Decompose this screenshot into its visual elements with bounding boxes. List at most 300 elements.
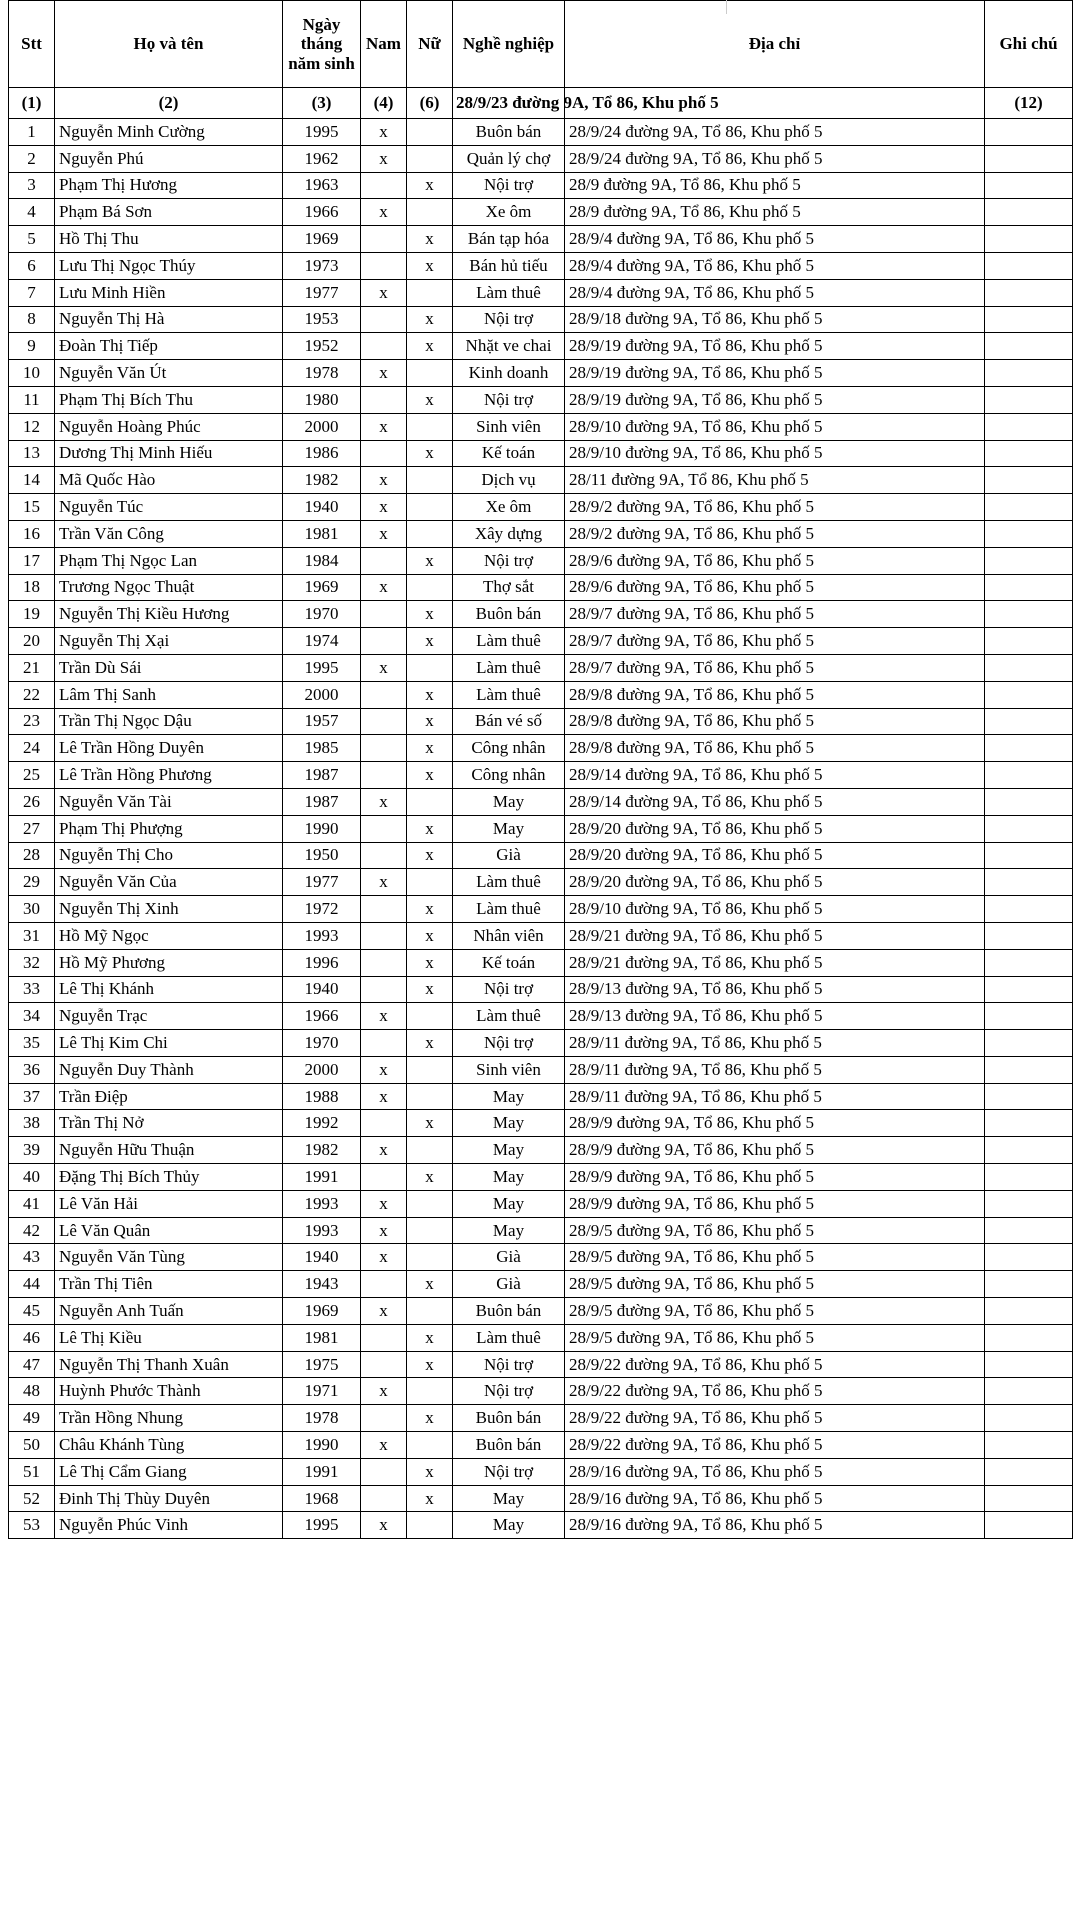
cell-stt: 20 [9, 628, 55, 655]
cell-job: Làm thuê [453, 628, 565, 655]
cell-stt: 45 [9, 1298, 55, 1325]
cell-job: Buôn bán [453, 1298, 565, 1325]
cell-dob: 2000 [283, 681, 361, 708]
cell-name: Hồ Mỹ Ngọc [55, 922, 283, 949]
cell-job: Làm thuê [453, 279, 565, 306]
cell-name: Trần Hồng Nhung [55, 1405, 283, 1432]
cell-name: Nguyễn Thị Cho [55, 842, 283, 869]
cell-stt: 37 [9, 1083, 55, 1110]
cell-stt: 41 [9, 1190, 55, 1217]
cell-dob: 1940 [283, 494, 361, 521]
cell-note [985, 628, 1073, 655]
cell-address [565, 735, 985, 762]
address-text: 28/9/24 đường 9A, Tổ 86, Khu phố 5 [569, 148, 823, 168]
cell-female [407, 494, 453, 521]
cell-name: Hồ Thị Thu [55, 226, 283, 253]
cell-note [985, 1056, 1073, 1083]
cell-address [565, 1298, 985, 1325]
address-text: 28/9/7 đường 9A, Tổ 86, Khu phố 5 [569, 604, 815, 624]
header-dob: Ngày tháng năm sinh [283, 1, 361, 88]
address-text: 28/9/22 đường 9A, Tổ 86, Khu phố 5 [569, 1434, 823, 1454]
cell-note [985, 1432, 1073, 1459]
cell-dob: 1987 [283, 762, 361, 789]
cell-dob: 1988 [283, 1083, 361, 1110]
cell-male [361, 226, 407, 253]
cell-name: Dương Thị Minh Hiếu [55, 440, 283, 467]
cell-address [565, 360, 985, 387]
cell-name: Nguyễn Văn Tài [55, 788, 283, 815]
cell-male: x [361, 413, 407, 440]
cell-dob: 1969 [283, 1298, 361, 1325]
cell-address [565, 762, 985, 789]
cell-male [361, 386, 407, 413]
cell-stt: 17 [9, 547, 55, 574]
cell-female [407, 360, 453, 387]
cell-male: x [361, 1244, 407, 1271]
address-text: 28/9/8 đường 9A, Tổ 86, Khu phố 5 [569, 738, 815, 758]
cell-female: x [407, 842, 453, 869]
cell-address [565, 628, 985, 655]
cell-female: x [407, 601, 453, 628]
cell-stt: 40 [9, 1164, 55, 1191]
cell-address [565, 869, 985, 896]
address-text: 28/9/14 đường 9A, Tổ 86, Khu phố 5 [569, 791, 823, 811]
table-row [9, 494, 1073, 521]
cell-female: x [407, 1030, 453, 1057]
table-row [9, 333, 1073, 360]
cell-female [407, 145, 453, 172]
cell-address [565, 1244, 985, 1271]
cell-name: Lê Thị Kim Chi [55, 1030, 283, 1057]
table-row [9, 386, 1073, 413]
address-text: 28/9/10 đường 9A, Tổ 86, Khu phố 5 [569, 899, 823, 918]
cell-address [565, 1378, 985, 1405]
cell-address [565, 413, 985, 440]
cell-job: Nội trợ [453, 172, 565, 199]
cell-address [565, 1083, 985, 1110]
cell-male: x [361, 1378, 407, 1405]
table-row [9, 1003, 1073, 1030]
cell-job: Xe ôm [453, 494, 565, 521]
cell-name: Hồ Mỹ Phương [55, 949, 283, 976]
cell-male [361, 976, 407, 1003]
cell-note [985, 145, 1073, 172]
cell-note [985, 1351, 1073, 1378]
cell-address [565, 226, 985, 253]
cell-female: x [407, 1271, 453, 1298]
address-text: 28/9/2 đường 9A, Tổ 86, Khu phố 5 [569, 497, 815, 517]
cell-note [985, 976, 1073, 1003]
cell-job: Bán tạp hóa [453, 226, 565, 253]
cell-job: Già [453, 842, 565, 869]
cell-female [407, 788, 453, 815]
cell-job: Nội trợ [453, 976, 565, 1003]
table-row [9, 1324, 1073, 1351]
cell-note [985, 681, 1073, 708]
address-text: 28/9/23 đường 9A, Tổ 86, Khu phố 5 [456, 93, 719, 112]
header-male: Nam [361, 1, 407, 88]
cell-job: May [453, 1083, 565, 1110]
cell-stt: 13 [9, 440, 55, 467]
cell-note [985, 547, 1073, 574]
cell-stt: 35 [9, 1030, 55, 1057]
cell-female [407, 1137, 453, 1164]
address-text: 28/9/20 đường 9A, Tổ 86, Khu phố 5 [569, 872, 823, 892]
cell-stt: 3 [9, 172, 55, 199]
cell-address [565, 1190, 985, 1217]
cell-dob: 1984 [283, 547, 361, 574]
cell-address [565, 681, 985, 708]
cell-male [361, 1485, 407, 1512]
cell-note [985, 1512, 1073, 1539]
table-row [9, 654, 1073, 681]
cell-stt: 16 [9, 520, 55, 547]
table-row [9, 1378, 1073, 1405]
cell-job: Nội trợ [453, 1351, 565, 1378]
cell-note [985, 896, 1073, 923]
cell-stt: 18 [9, 574, 55, 601]
cell-note [985, 1164, 1073, 1191]
cell-dob: 1995 [283, 654, 361, 681]
address-text: 28/9/5 đường 9A, Tổ 86, Khu phố 5 [569, 1220, 815, 1240]
cell-address [565, 949, 985, 976]
cell-address [565, 922, 985, 949]
cell-male [361, 922, 407, 949]
cell-dob: 1995 [283, 119, 361, 146]
cell-stt: 34 [9, 1003, 55, 1030]
cell-male: x [361, 1432, 407, 1459]
table-row [9, 628, 1073, 655]
cell-job: Làm thuê [453, 681, 565, 708]
cell-job: Làm thuê [453, 654, 565, 681]
cell-address [565, 1405, 985, 1432]
cell-name: Nguyễn Văn Tùng [55, 1244, 283, 1271]
cell-note [985, 1003, 1073, 1030]
address-text: 28/9/10 đường 9A, Tổ 86, Khu phố 5 [569, 443, 823, 463]
cell-male [361, 306, 407, 333]
cell-male [361, 547, 407, 574]
cell-dob: 1995 [283, 1512, 361, 1539]
cell-address [565, 119, 985, 146]
cell-female: x [407, 547, 453, 574]
address-text: 28/9/13 đường 9A, Tổ 86, Khu phố 5 [569, 1006, 823, 1026]
table-row [9, 788, 1073, 815]
cell-dob: 1970 [283, 601, 361, 628]
cell-female [407, 574, 453, 601]
cell-stt: 28 [9, 842, 55, 869]
table-row [9, 547, 1073, 574]
address-text: 28/9/11 đường 9A, Tổ 86, Khu phố 5 [569, 1059, 822, 1079]
cell-male [361, 1351, 407, 1378]
cell-female: x [407, 1405, 453, 1432]
cell-job: Dịch vụ [453, 467, 565, 494]
colnum-name: (2) [55, 88, 283, 119]
cell-address [565, 1271, 985, 1298]
cell-dob: 1996 [283, 949, 361, 976]
address-text: 28/9/8 đường 9A, Tổ 86, Khu phố 5 [569, 711, 815, 731]
cell-female: x [407, 1458, 453, 1485]
cell-male [361, 681, 407, 708]
cell-address [565, 601, 985, 628]
cell-name: Lưu Thị Ngọc Thúy [55, 252, 283, 279]
cell-female: x [407, 762, 453, 789]
cell-address [565, 1512, 985, 1539]
address-text: 28/9/13 đường 9A, Tổ 86, Khu phố 5 [569, 979, 823, 999]
cell-female: x [407, 333, 453, 360]
cell-male: x [361, 1298, 407, 1325]
cell-note [985, 842, 1073, 869]
cell-address [565, 976, 985, 1003]
cell-address [565, 1137, 985, 1164]
cell-name: Huỳnh Phước Thành [55, 1378, 283, 1405]
table-row [9, 842, 1073, 869]
header-female: Nữ [407, 1, 453, 88]
cell-male: x [361, 1083, 407, 1110]
cell-job: Nhặt ve chai [453, 333, 565, 360]
table-row [9, 1083, 1073, 1110]
cell-dob: 1963 [283, 172, 361, 199]
cell-female: x [407, 172, 453, 199]
table-row [9, 1164, 1073, 1191]
cell-male: x [361, 1190, 407, 1217]
cell-female: x [407, 1485, 453, 1512]
cell-job: May [453, 1485, 565, 1512]
cell-address [565, 654, 985, 681]
cell-job: Buôn bán [453, 1405, 565, 1432]
cell-address [565, 708, 985, 735]
cell-job: Công nhân [453, 762, 565, 789]
cell-dob: 1993 [283, 922, 361, 949]
cell-female: x [407, 681, 453, 708]
cell-name: Phạm Thị Hương [55, 172, 283, 199]
table-header [9, 1, 1073, 88]
cell-job: Nội trợ [453, 1458, 565, 1485]
cell-male: x [361, 467, 407, 494]
cell-note [985, 869, 1073, 896]
cell-female [407, 199, 453, 226]
address-text: 28/9/6 đường 9A, Tổ 86, Khu phố 5 [569, 550, 815, 570]
cell-dob: 1975 [283, 1351, 361, 1378]
cell-dob: 1952 [283, 333, 361, 360]
cell-female [407, 1432, 453, 1459]
table-row [9, 1137, 1073, 1164]
address-text: 28/11 đường 9A, Tổ 86, Khu phố 5 [569, 470, 809, 490]
cell-stt: 11 [9, 386, 55, 413]
cell-male: x [361, 360, 407, 387]
cell-job: Bán vé số [453, 708, 565, 735]
address-text: 28/9 đường 9A, Tổ 86, Khu phố 5 [569, 202, 801, 222]
cell-job: May [453, 815, 565, 842]
address-text: 28/9/21 đường 9A, Tổ 86, Khu phố 5 [569, 925, 823, 945]
address-text: 28/9/4 đường 9A, Tổ 86, Khu phố 5 [569, 282, 815, 302]
colnum-stt: (1) [9, 88, 55, 119]
cell-male [361, 628, 407, 655]
cell-name: Trần Thị Ngọc Dậu [55, 708, 283, 735]
cell-job: May [453, 1217, 565, 1244]
cell-stt: 10 [9, 360, 55, 387]
cell-name: Nguyễn Thị Xại [55, 628, 283, 655]
cell-stt: 49 [9, 1405, 55, 1432]
cell-male: x [361, 1217, 407, 1244]
cell-stt: 5 [9, 226, 55, 253]
table-row [9, 681, 1073, 708]
cell-stt: 25 [9, 762, 55, 789]
cell-name: Lê Thị Kiều [55, 1324, 283, 1351]
cell-male: x [361, 199, 407, 226]
cell-female: x [407, 815, 453, 842]
cell-dob: 1977 [283, 869, 361, 896]
colnum-male: (4) [361, 88, 407, 119]
cell-name: Nguyễn Phú [55, 145, 283, 172]
cell-dob: 1957 [283, 708, 361, 735]
cell-stt: 46 [9, 1324, 55, 1351]
cell-stt: 2 [9, 145, 55, 172]
cell-address [565, 199, 985, 226]
cell-male [361, 735, 407, 762]
table-row [9, 145, 1073, 172]
cell-female [407, 1056, 453, 1083]
cell-address [565, 333, 985, 360]
cell-dob: 1940 [283, 1244, 361, 1271]
address-text: 28/9/7 đường 9A, Tổ 86, Khu phố 5 [569, 657, 815, 677]
cell-male [361, 896, 407, 923]
cell-male [361, 762, 407, 789]
cell-stt: 6 [9, 252, 55, 279]
cell-male [361, 1324, 407, 1351]
cell-job: May [453, 1164, 565, 1191]
cell-stt: 1 [9, 119, 55, 146]
cell-male: x [361, 145, 407, 172]
cell-name: Lê Thị Khánh [55, 976, 283, 1003]
cell-male: x [361, 1137, 407, 1164]
cell-note [985, 1137, 1073, 1164]
cell-name: Lâm Thị Sanh [55, 681, 283, 708]
cell-name: Nguyễn Duy Thành [55, 1056, 283, 1083]
cell-address [565, 145, 985, 172]
cell-dob: 1990 [283, 815, 361, 842]
address-text: 28/9/5 đường 9A, Tổ 86, Khu phố 5 [569, 1274, 815, 1294]
address-text: 28/9/11 đường 9A, Tổ 86, Khu phố 5 [569, 1032, 822, 1052]
address-text: 28/9/21 đường 9A, Tổ 86, Khu phố 5 [569, 952, 823, 972]
cell-name: Trần Văn Công [55, 520, 283, 547]
cell-female: x [407, 922, 453, 949]
cell-dob: 1971 [283, 1378, 361, 1405]
cell-stt: 14 [9, 467, 55, 494]
address-text: 28/9/16 đường 9A, Tổ 86, Khu phố 5 [569, 1515, 823, 1535]
cell-address [565, 172, 985, 199]
cell-note [985, 119, 1073, 146]
cell-note [985, 1405, 1073, 1432]
cell-stt: 31 [9, 922, 55, 949]
cell-male [361, 1164, 407, 1191]
cell-dob: 1973 [283, 252, 361, 279]
cell-name: Lê Văn Hải [55, 1190, 283, 1217]
cell-address [565, 1458, 985, 1485]
cell-stt: 29 [9, 869, 55, 896]
cell-note [985, 788, 1073, 815]
cell-job: May [453, 1512, 565, 1539]
address-text: 28/9/22 đường 9A, Tổ 86, Khu phố 5 [569, 1354, 823, 1374]
cell-dob: 1950 [283, 842, 361, 869]
cell-note [985, 1298, 1073, 1325]
cell-job: Già [453, 1271, 565, 1298]
cell-job: Nhân viên [453, 922, 565, 949]
cell-female: x [407, 896, 453, 923]
address-text: 28/9/9 đường 9A, Tổ 86, Khu phố 5 [569, 1113, 815, 1133]
cell-stt: 21 [9, 654, 55, 681]
cell-note [985, 1110, 1073, 1137]
cell-female [407, 654, 453, 681]
cell-name: Nguyễn Anh Tuấn [55, 1298, 283, 1325]
cell-name: Đặng Thị Bích Thủy [55, 1164, 283, 1191]
cell-name: Trần Dù Sái [55, 654, 283, 681]
address-text: 28/9/16 đường 9A, Tổ 86, Khu phố 5 [569, 1488, 823, 1508]
address-text: 28/9/5 đường 9A, Tổ 86, Khu phố 5 [569, 1300, 815, 1320]
cell-note [985, 1271, 1073, 1298]
cell-job: Nội trợ [453, 1030, 565, 1057]
address-text: 28/9/9 đường 9A, Tổ 86, Khu phố 5 [569, 1140, 815, 1160]
cell-stt: 15 [9, 494, 55, 521]
cell-dob: 1974 [283, 628, 361, 655]
cell-stt: 30 [9, 896, 55, 923]
cell-job: Sinh viên [453, 413, 565, 440]
cell-female [407, 413, 453, 440]
cell-stt: 9 [9, 333, 55, 360]
cell-dob: 1969 [283, 574, 361, 601]
cell-female [407, 1217, 453, 1244]
cell-name: Nguyễn Văn Của [55, 869, 283, 896]
cell-note [985, 279, 1073, 306]
cell-dob: 1985 [283, 735, 361, 762]
cell-job: Buôn bán [453, 601, 565, 628]
cell-job: Sinh viên [453, 1056, 565, 1083]
cell-dob: 1970 [283, 1030, 361, 1057]
address-text: 28/9/8 đường 9A, Tổ 86, Khu phố 5 [569, 684, 815, 704]
cell-job: May [453, 1137, 565, 1164]
table-row [9, 1298, 1073, 1325]
table-row [9, 1217, 1073, 1244]
cell-address [565, 815, 985, 842]
cell-female: x [407, 1164, 453, 1191]
cell-male [361, 949, 407, 976]
cell-dob: 1966 [283, 1003, 361, 1030]
cell-address [565, 1217, 985, 1244]
cell-note [985, 226, 1073, 253]
cell-dob: 1953 [283, 306, 361, 333]
table-row [9, 896, 1073, 923]
cell-note [985, 1217, 1073, 1244]
cell-note [985, 360, 1073, 387]
cell-note [985, 708, 1073, 735]
cell-name: Trần Thị Tiên [55, 1271, 283, 1298]
cell-name: Mã Quốc Hào [55, 467, 283, 494]
cell-stt: 44 [9, 1271, 55, 1298]
cell-dob: 1981 [283, 1324, 361, 1351]
cell-stt: 51 [9, 1458, 55, 1485]
table-row [9, 520, 1073, 547]
cell-female: x [407, 1110, 453, 1137]
cell-male [361, 842, 407, 869]
cell-female: x [407, 386, 453, 413]
table-row [9, 735, 1073, 762]
cell-name: Lê Thị Cẩm Giang [55, 1458, 283, 1485]
cell-name: Phạm Thị Ngọc Lan [55, 547, 283, 574]
cell-stt: 39 [9, 1137, 55, 1164]
table-row [9, 869, 1073, 896]
cell-job: Nội trợ [453, 1378, 565, 1405]
colnum-female: (6) [407, 88, 453, 119]
cell-note [985, 654, 1073, 681]
